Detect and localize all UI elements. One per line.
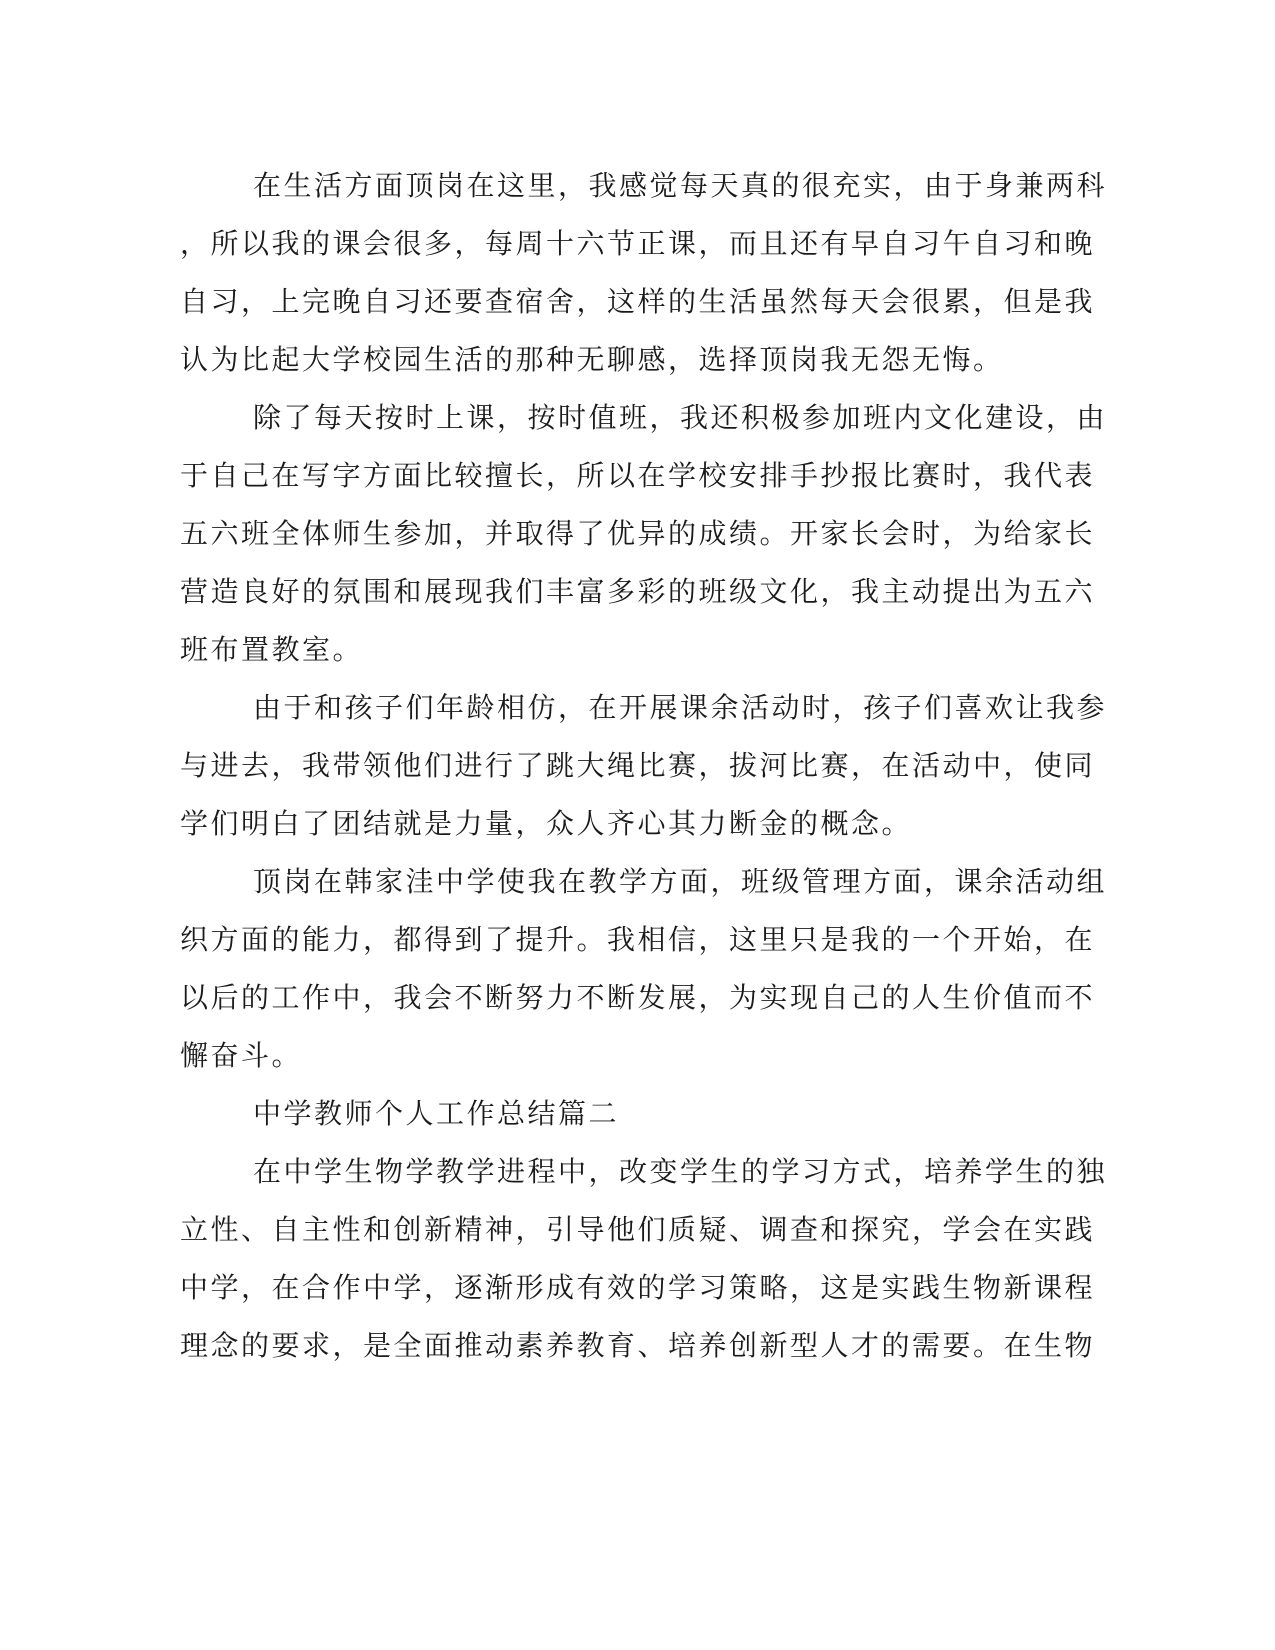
text-line: 与进去，我带领他们进行了跳大绳比赛，拔河比赛，在活动中，使同 [180, 749, 1096, 782]
text-line: ，所以我的课会很多，每周十六节正课，而且还有早自习午自习和晚 [180, 227, 1096, 260]
text-line: 立性、自主性和创新精神，引导他们质疑、调查和探究，学会在实践 [180, 1213, 1096, 1246]
text-line: 懈奋斗。 [180, 1039, 303, 1072]
text-line: 班布置教室。 [180, 633, 364, 666]
text-line: 五六班全体师生参加，并取得了优异的成绩。开家长会时，为给家长 [180, 517, 1096, 550]
text-line: 由于和孩子们年龄相仿，在开展课余活动时，孩子们喜欢让我参 [253, 691, 1108, 724]
text-line: 营造良好的氛围和展现我们丰富多彩的班级文化，我主动提出为五六 [180, 575, 1096, 608]
text-line: 在生活方面顶岗在这里，我感觉每天真的很充实，由于身兼两科 [253, 169, 1108, 202]
text-line: 中学，在合作中学，逐渐形成有效的学习策略，这是实践生物新课程 [180, 1271, 1096, 1304]
text-line: 理念的要求，是全面推动素养教育、培养创新型人才的需要。在生物 [180, 1329, 1096, 1362]
text-line: 学们明白了团结就是力量，众人齐心其力断金的概念。 [180, 807, 913, 840]
text-line: 织方面的能力，都得到了提升。我相信，这里只是我的一个开始，在 [180, 923, 1096, 956]
text-line: 以后的工作中，我会不断努力不断发展，为实现自己的人生价值而不 [180, 981, 1096, 1014]
section-heading: 中学教师个人工作总结篇二 [253, 1097, 620, 1130]
text-line: 自习，上完晚自习还要查宿舍，这样的生活虽然每天会很累，但是我 [180, 285, 1096, 318]
text-line: 在中学生物学教学进程中，改变学生的学习方式，培养学生的独 [253, 1155, 1108, 1188]
text-line: 认为比起大学校园生活的那种无聊感，选择顶岗我无怨无悔。 [180, 343, 1004, 376]
text-line: 除了每天按时上课，按时值班，我还积极参加班内文化建设，由 [253, 401, 1108, 434]
text-line: 于自己在写字方面比较擅长，所以在学校安排手抄报比赛时，我代表 [180, 459, 1096, 492]
text-line: 顶岗在韩家洼中学使我在教学方面，班级管理方面，课余活动组 [253, 865, 1108, 898]
